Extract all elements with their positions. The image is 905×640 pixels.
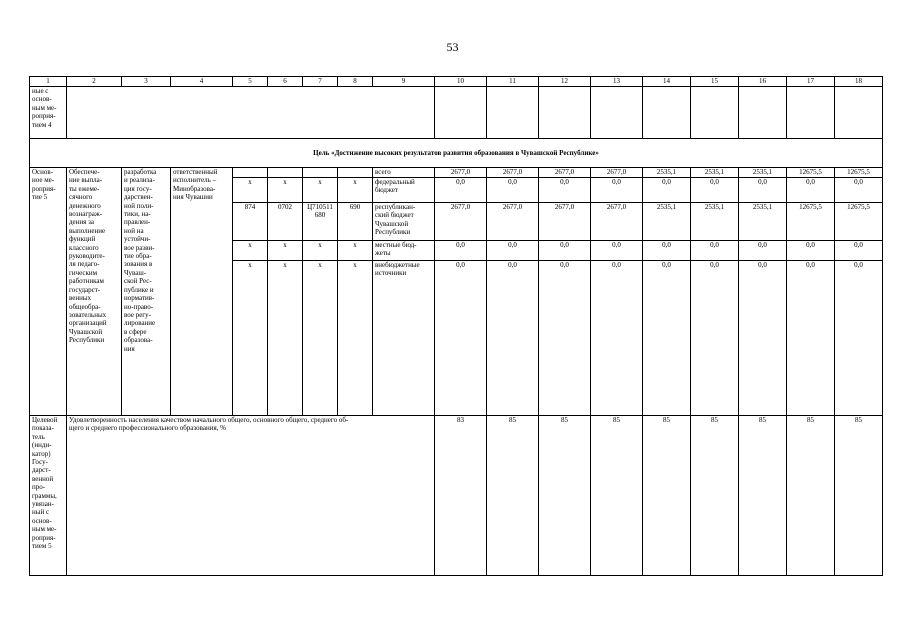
empty-cell: [435, 87, 487, 139]
funding-value: 2677,0: [539, 203, 591, 241]
funding-value: 12675,5: [787, 168, 835, 178]
target-value: 83: [435, 416, 487, 576]
funding-value: 12675,5: [835, 203, 883, 241]
funding-value: 0,0: [591, 178, 643, 203]
measure-executor: ответственный исполнитель – Минобразова- ния Чувашии: [171, 168, 233, 416]
funding-value: 0,0: [787, 261, 835, 416]
funding-value: 0,0: [435, 261, 487, 416]
funding-value: 2677,0: [487, 168, 539, 178]
target-value: 85: [787, 416, 835, 576]
funding-value: 0,0: [835, 178, 883, 203]
empty-cell: [739, 87, 787, 139]
budget-code: x: [338, 261, 373, 416]
funding-value: 12675,5: [787, 203, 835, 241]
column-number: 6: [268, 77, 303, 87]
column-number-row: [30, 77, 883, 87]
column-number: 14: [643, 77, 691, 87]
funding-source: местные бюд- жеты: [373, 241, 435, 261]
continuation-row: [30, 87, 883, 139]
target-value: 85: [643, 416, 691, 576]
funding-value: 0,0: [691, 241, 739, 261]
budget-code: x: [233, 241, 268, 261]
target-value: 85: [691, 416, 739, 576]
funding-value: 0,0: [787, 241, 835, 261]
goal-title: Цель «Достижение высоких результатов развития образования в Чувашской Республике»: [30, 139, 883, 168]
column-number: 17: [787, 77, 835, 87]
funding-value: 0,0: [591, 261, 643, 416]
funding-value: 0,0: [643, 241, 691, 261]
funding-row: [30, 168, 883, 178]
budget-code: x: [233, 178, 268, 203]
funding-source: федеральный бюджет: [373, 178, 435, 203]
funding-value: 2677,0: [487, 203, 539, 241]
column-number: 16: [739, 77, 787, 87]
target-value: 85: [591, 416, 643, 576]
funding-value: 0,0: [739, 261, 787, 416]
column-number: 4: [171, 77, 233, 87]
funding-source: республикан- ский бюджет Чувашской Республики: [373, 203, 435, 241]
funding-value: 0,0: [643, 261, 691, 416]
program-table: [29, 76, 883, 576]
target-value: 85: [487, 416, 539, 576]
funding-value: 0,0: [435, 178, 487, 203]
column-number: 9: [373, 77, 435, 87]
funding-value: 2535,1: [739, 168, 787, 178]
funding-value: 0,0: [591, 241, 643, 261]
funding-value: 0,0: [739, 178, 787, 203]
budget-code: x: [268, 261, 303, 416]
funding-value: 0,0: [835, 261, 883, 416]
measure-task: разработка и реализа- ция госу- дарствен- ной поли- тики, на- правлен- ной на устойчи- вое разви- тие обра- зования в Чуваш- ской Рес- публике и норматив- но-право- вое регу- лирование в сфере образова- ния: [122, 168, 171, 416]
page-number: 53: [446, 40, 459, 54]
column-number: 5: [233, 77, 268, 87]
funding-value: 0,0: [539, 241, 591, 261]
column-number: 13: [591, 77, 643, 87]
funding-value: 0,0: [787, 178, 835, 203]
target-indicator-text: Удовлетворенность населения качеством начального общего, основного общего, среднего об- щего и среднего профессионального образования, %: [67, 416, 435, 576]
funding-value: 2677,0: [539, 168, 591, 178]
budget-code: x: [268, 178, 303, 203]
column-number: 18: [835, 77, 883, 87]
empty-cell: [539, 87, 591, 139]
empty-cell: [787, 87, 835, 139]
column-number: 7: [303, 77, 338, 87]
funding-value: 2677,0: [435, 203, 487, 241]
funding-value: 2677,0: [591, 168, 643, 178]
budget-code: [268, 168, 303, 178]
funding-value: 2535,1: [643, 203, 691, 241]
empty-cell: [643, 87, 691, 139]
goal-row: [30, 139, 883, 168]
empty-cell: [591, 87, 643, 139]
column-number: 15: [691, 77, 739, 87]
funding-value: 0,0: [691, 261, 739, 416]
measure-label: Основ- ное ме- роприя- тие 5: [30, 168, 67, 416]
empty-cell: [67, 87, 435, 139]
column-number: 11: [487, 77, 539, 87]
column-number: 3: [122, 77, 171, 87]
funding-value: 2677,0: [435, 168, 487, 178]
funding-value: 0,0: [691, 178, 739, 203]
budget-code: 874: [233, 203, 268, 241]
budget-code: x: [233, 261, 268, 416]
column-number: 2: [67, 77, 122, 87]
funding-value: 2535,1: [643, 168, 691, 178]
funding-value: 0,0: [487, 241, 539, 261]
column-number: 10: [435, 77, 487, 87]
measure-name: Обеспече- ние выпла- ты ежеме- сячного денежного вознаграж- дения за выполнение функций классного руководите- ля педаго- гическим работникам государст- венных общеобра- зовательных организаций Чувашской Республики: [67, 168, 122, 416]
funding-value: 0,0: [643, 178, 691, 203]
funding-value: 0,0: [739, 241, 787, 261]
funding-value: 0,0: [487, 261, 539, 416]
budget-code: 0702: [268, 203, 303, 241]
empty-cell: [691, 87, 739, 139]
empty-cell: [835, 87, 883, 139]
target-label: Целевой показа- тель (инди- катор) Госу- дарст- венной про- граммы, увязан- ный с основ- ным ме- роприя- тием 5: [30, 416, 67, 576]
funding-value: 0,0: [435, 241, 487, 261]
funding-value: 0,0: [487, 178, 539, 203]
funding-value: 0,0: [835, 241, 883, 261]
budget-code: x: [338, 241, 373, 261]
funding-source: внебюджетные источники: [373, 261, 435, 416]
target-value: 85: [835, 416, 883, 576]
budget-code: Ц710511 680: [303, 203, 338, 241]
funding-value: 2535,1: [691, 203, 739, 241]
target-indicator-row: [30, 416, 883, 576]
funding-value: 2535,1: [739, 203, 787, 241]
budget-code: x: [268, 241, 303, 261]
continuation-label: ные с основ- ным ме- роприя- тием 4: [30, 87, 67, 139]
funding-value: 0,0: [539, 178, 591, 203]
funding-source: всего: [373, 168, 435, 178]
budget-code: x: [303, 241, 338, 261]
funding-value: 2535,1: [691, 168, 739, 178]
budget-code: x: [303, 178, 338, 203]
budget-code: [303, 168, 338, 178]
funding-value: 0,0: [539, 261, 591, 416]
column-number: 8: [338, 77, 373, 87]
budget-code: 690: [338, 203, 373, 241]
column-number: 12: [539, 77, 591, 87]
budget-code: [338, 168, 373, 178]
target-value: 85: [539, 416, 591, 576]
funding-value: 2677,0: [591, 203, 643, 241]
funding-value: 12675,5: [835, 168, 883, 178]
budget-code: [233, 168, 268, 178]
budget-code: x: [303, 261, 338, 416]
budget-code: x: [338, 178, 373, 203]
empty-cell: [487, 87, 539, 139]
column-number: 1: [30, 77, 67, 87]
target-value: 85: [739, 416, 787, 576]
